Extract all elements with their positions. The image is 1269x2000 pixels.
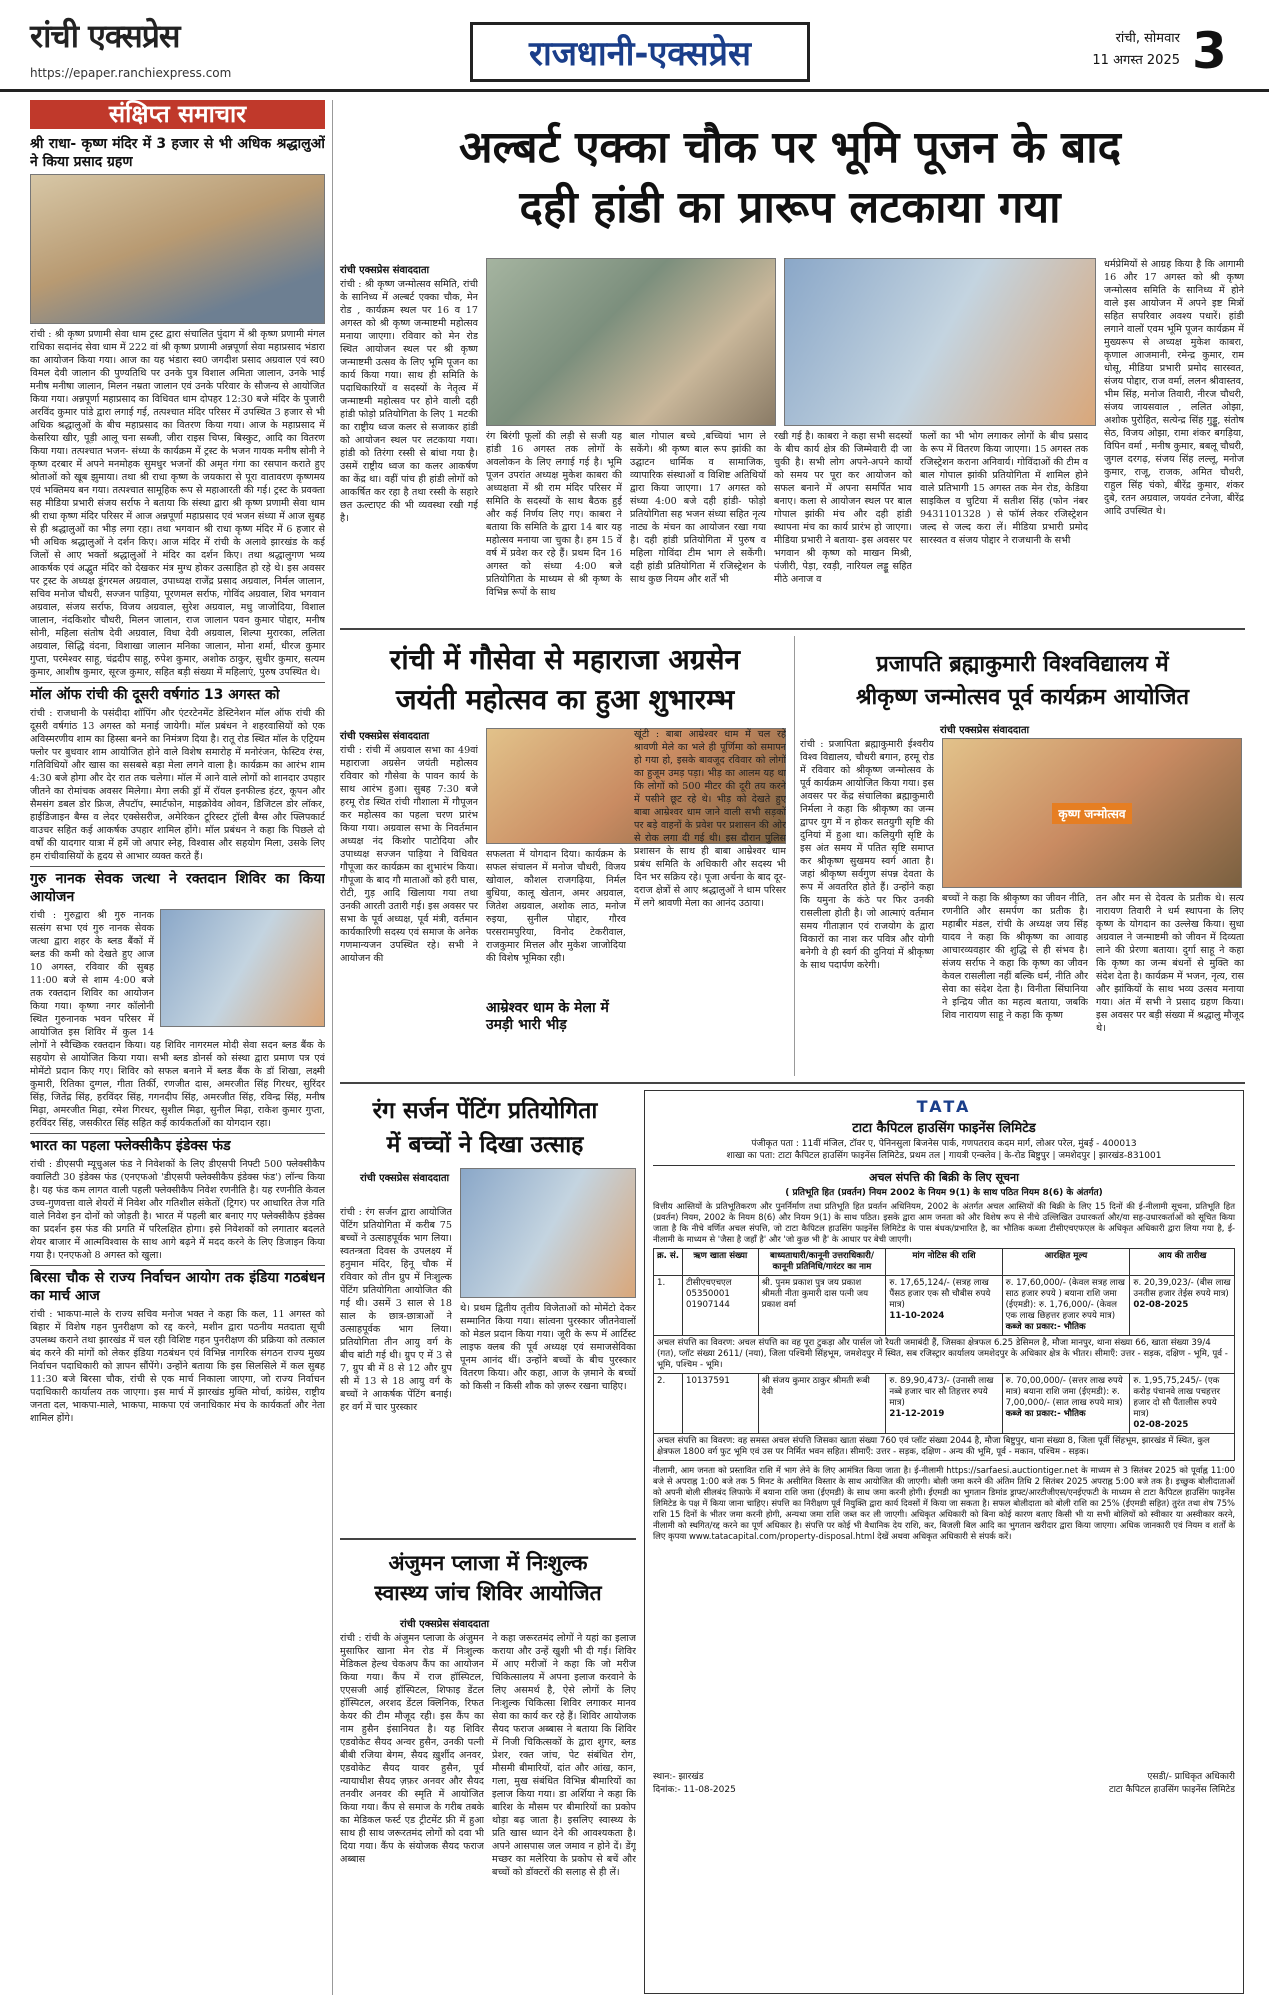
byline: रांची एक्सप्रेस संवाददाता xyxy=(340,265,430,276)
table-row xyxy=(654,1276,1235,1336)
table-row xyxy=(654,1374,1235,1434)
agrasen-headline xyxy=(340,640,790,720)
row-demand xyxy=(886,1276,1002,1336)
tata-logo: TATA xyxy=(916,1097,972,1116)
lead-col-2: रंग बिरंगी फूलों की लड़ी से सजी यह हांडी 16 अगस्त तक लोगों के अवलोकन के लिए लगाई गई है। भूमि पूजन उपरांत अध्यक्ष मुकेश काबरा की अध्यक्षता में श्री राम मंदिर परिसर में समिति के सदस्यों के साथ बैठक हुई और कई निर्णय लिए गए। काबरा ने बताया कि समिति के द्वारा 14 बार यह महोत्सव मनाया जा चुका है। हम 15 वें वर्ष में प्रवेश कर रहे हैं। प्रथम दिन 16 अगस्त को संध्या 4:00 बजे प्रतियोगिता के माध्यम से श्री कृष्ण के विभिन्न रूपों के साथ xyxy=(486,431,622,598)
outstanding-date: 02-08-2025 xyxy=(1133,1420,1189,1430)
notice-terms: नीलामी, आम जनता को प्रस्तावित राशि में भाग लेने के लिए आमंत्रित किया जाता है। ई-नीलामी https://sarfaesi.auctiontiger.net के माध्यम से 3 सितंबर 2025 को पूर्वाह्न 11:00 बजे से अपराह्न 1:00 बजे तक 5 मिनट के असीमित विस्तार के साथ आयोजित की जाएगी। बोली जमा करने की अंतिम तिथि 2 सितंबर 2025 अपराह्न 5:00 बजे तक है। इच्छुक बोलीदाताओं को अपनी बोली सीलबंद लिफाफे में बयाना राशि जमा (ईएमडी) के साथ जमा करनी होगी। ईएमडी का भुगतान डिमांड ड्राफ्ट/आरटीजीएस/एनईएफटी के माध्यम से टाटा कैपिटल हाउसिंग फाइनेंस लिमिटेड के पक्ष में किया जाना चाहिए। संपत्ति का निरीक्षण पूर्व नियुक्ति द्वारा कार्य दिवसों में किया जा सकता है। सफल बोलीदाता को बोली राशि का 25% (ईएमडी सहित) तुरंत तथा शेष 75% राशि 15 दिनों के भीतर जमा करनी होगी, अन्यथा जमा राशि जब्त कर ली जाएगी। अधिकृत अधिकारी को बिना कोई कारण बताए किसी भी या सभी बोलियों को स्वीकार या अस्वीकार करने, नीलामी को स्थगित/रद्द करने का पूर्ण अधिकार है। संपत्ति पर कोई भी वैधानिक देय राशि, कर, बिजली बिल आदि का भुगतान खरीदार द्वारा किया जाएगा। अधिक जानकारी एवं नियम व शर्तों के लिए कृपया www.tatacapital.com/property-disposal.html देखें अथवा अधिकृत अधिकारी से संपर्क करें। xyxy=(653,1465,1235,1541)
column-divider xyxy=(332,100,333,1995)
table-header: बाध्यताधारी/कानूनी उत्तराधिकारी/कानूनी प्रतिनिधि/गारंटर का नाम xyxy=(758,1249,886,1276)
demand-date: 21-12-2019 xyxy=(889,1409,945,1419)
brahma-headline xyxy=(800,648,1245,714)
rang-col-2: थे। प्रथम द्वितीय तृतीय विजेताओं को मोमेंटो देकर सम्मानित किया गया। सांत्वना पुरस्कार जीतनेवालों को मेडल प्रदान किया गया। जूरी के रूप में आर्टिस्ट लाइफ क्लब की पूर्व अध्यक्ष एवं समाजसेविका पूनम आनंद थीं। उन्होंने बच्चों के बीच पुरस्कार वितरण किया। और कहा, आज के ज़माने के बच्चों को किसी न किसी शौक को ज़रूर रखना चाहिए। xyxy=(460,1303,636,1392)
photo-bhoomi-pujan xyxy=(486,258,776,426)
row-borrower: श्री संजय कुमार ठाकुर श्रीमती रूबी देवी xyxy=(758,1374,886,1434)
table-header: आय की तारीख xyxy=(1130,1249,1235,1276)
row-reserve xyxy=(1002,1276,1130,1336)
notice-signature xyxy=(1109,1769,1235,1795)
article-body: रांची : भाकपा-माले के राज्य सचिव मनोज भक्त ने कहा कि कल, 11 अगस्त को बिहार में विशेष गहन पुनरीक्षण को रद्द करने, मशीन द्वारा पठनीय मतदाता सूची उपलब्ध कराने तथा झारखंड में चल रही विशिष्ट गहन पुनरीक्षण की प्रक्रिया को तत्काल बंद करने की मांगों को लेकर इंडिया गठबंधन एवं विभिन्न नागरिक संगठन राज्य मुख्य निर्वाचन पदाधिकारी को ज्ञापन सौंपेंगे। उन्होंने बताया कि इस सिलसिले में कल सुबह 11:30 बजे बिरसा चौक, रांची से एक मार्च निकाला जाएगा, जो राज्य निर्वाचन पदाधिकारी कार्यालय तक जाएगा। इस मार्च में झारखंड मुक्ति मोर्चा, कांग्रेस, राष्ट्रीय जनता दल, भाकपा-माले, भाकपा, माकपा एवं जनाधिकार मंच के कार्यकर्ता और नेता शामिल होंगे। xyxy=(30,1309,325,1424)
anjuman-headline-line1: अंजुमन प्लाजा में निःशुल्क xyxy=(388,1551,588,1575)
lead-headline-line2: दही हांडी का प्रारूप लटकाया गया xyxy=(519,182,1061,233)
row-reserve xyxy=(1002,1374,1130,1434)
rang-headline-line2: में बच्चों ने दिखा उत्साह xyxy=(386,1132,584,1158)
row-account: टीसीएचएचएल 05350001 01907144 xyxy=(683,1276,759,1336)
amreshwar-body: खूंटी : बाबा आम्रेश्वर धाम में चल रहे श्रावणी मेले का भले ही पूर्णिमा को समापन हो गया हो, इसके बावजूद रविवार को लोगों का हुजूम उमड़ पड़ा। भीड़ का आलम यह था कि लोगों को 500 मीटर की दूरी तय करने में पसीने छूट रहे थे। भीड़ को देखते हुए बाबा आम्रेश्वर धाम जाने वाली सभी सड़कों पर बड़े वाहनों के प्रवेश पर प्रशासन की ओर से रोक लगा दी गई थी। इस दौरान पुलिस प्रशासन के साथ ही बाबा आम्रेश्वर धाम प्रबंध समिति के अधिकारी और सदस्य भी दिन भर सक्रिय रहे। पूजा अर्चना के बाद दूर-दराज क्षेत्रों से आए श्रद्धालुओं ने धाम परिसर में लगे श्रावणी मेला का आनंद उठाया। xyxy=(634,729,786,909)
notice-subtitle: ( प्रतिभूति हित (प्रवर्तन) नियम 2002 के नियम 9(1) के साथ पठित नियम 8(6) के अंतर्गत) xyxy=(785,1188,1103,1198)
brahma-col-2: बच्चों ने कहा कि श्रीकृष्ण का जीवन नीति, रणनीति और समर्पण का प्रतीक है। महाबीर मंडल, रांची के अध्यक्ष जय सिंह यादव ने कहा कि श्रीकृष्ण का आवाह आचारव्यवहार की शुद्धि से ही संभव है। संजय सर्राफ ने कहा कि कृष्ण का जीवन केवल रासलीला नहीं बल्कि धर्म, नीति और सेवा का संदेश देता है। विनीता सिंघानिया ने इन्द्रिय जीत का महत्व बताया, जबकि शिव नारायण साहू ने कहा कि कृष्ण xyxy=(942,893,1088,1021)
table-desc-row xyxy=(654,1434,1235,1461)
amreshwar-box xyxy=(634,728,786,1074)
photo-blood-donation xyxy=(160,909,325,1027)
rang-headline xyxy=(340,1094,630,1162)
notice-sign-company: टाटा कैपिटल हाउसिंग फाइनेंस लिमिटेड xyxy=(1109,1785,1235,1795)
amreshwar-headline: आम्रेश्वर धाम के मेला में उमड़ी भारी भीड़ xyxy=(486,1000,634,1034)
demand-amount: रु. 17,65,124/- (सत्रह लाख पैंसठ हजार एक सौ चौबीस रुपये मात्र) xyxy=(889,1278,991,1310)
table-header: ऋण खाता संख्या xyxy=(683,1249,759,1276)
brahma-col-1: रांची : प्रजापिता ब्रह्माकुमारी ईश्वरीय विश्व विद्यालय, चौधरी बगान, हरमू रोड में रविवार को श्रीकृष्ण जन्मोत्सव के पूर्व कार्यक्रम आयोजित किया गया। इस अवसर पर केंद्र संचालिका ब्रह्माकुमारी निर्मला ने कहा कि श्रीकृष्ण का जन्म द्वापर युग में न होकर सतयुगी सृष्टि की दुनियां में हुआ था। कलियुगी सृष्टि के इस अंत समय में पतित सृष्टि समाप्त कर श्रीकृष्ण सुखमय स्वर्ग आता है। जहां श्रीकृष्ण सर्वगुण संपन्न देवता के रूप में अवतरित होते हैं। उन्होंने कहा कि यमुना के कंठे पर फिर उनकी रासलीला होती है। जो आत्माएं वर्तमान समय गीताज्ञान एवं राजयोग के द्वारा विकारों का नाश कर पवित्र और योगी बनेगी वे ही स्वर्ग की दुनियां में श्रीकृष्ण के साथ पदार्पण करेगी। xyxy=(800,739,934,971)
outstanding-amount: रु. 1,95,75,245/- (एक करोड़ पंचानवे लाख पचहत्तर हजार दो सौ पैंतालीस रुपये मात्र) xyxy=(1133,1376,1221,1419)
rang-col-1: रांची : रंग सर्जन द्वारा आयोजित पेंटिंग प्रतियोगिता में करीब 75 बच्चों ने उत्साहपूर्वक भाग लिया। स्वतन्त्रता दिवस के उपलक्ष्य में हनुमान मंदिर, हिनू चौक में रविवार को तीन ग्रुप में निःशुल्क पेंटिंग प्रतियोगिता आयोजित की गई थी। उसमें 3 साल से 18 साल के छात्र-छात्राओं ने उत्साहपूर्वक भाग लिया। प्रतियोगिता तीन आयु वर्ग के बीच बांटी गई थी। ग्रुप ए में 3 से 7, ग्रुप बी में 8 से 12 और ग्रुप सी में 13 से 18 आयु वर्ग के बच्चों ने आकर्षक पेंटिंग बनाई। हर वर्ग में चार पुरस्कार xyxy=(340,1207,452,1413)
agrasen-col-2: सफलता में योगदान दिया। कार्यक्रम के सफल संचालन में मनोज चौधरी, विजय खोवाल, कौशल राजगढ़िया, निर्मल बुधिया, कालू खेतान, अमर अग्रवाल, जितेश अग्रवाल, अशोक लाठ, मनोज रुइया, सुनील पोद्दार, गौरव परसरामपुरिया, विनोद टेकरीवाल, राजकुमार मित्तल और मुकेश जाजोदिया की विशेष भूमिका रही। xyxy=(486,849,626,964)
property-description: अचल संपत्ति का विवरण: अचल संपत्ति का वह पूरा टुकड़ा और पार्सल जो रैयती जमाबंदी हैं, जिसका क्षेत्रफल 6.25 डेसिमल है, मौजा मानपुर, थाना संख्या 66, खाता संख्या 39/4 (गत), प्लॉट संख्या 2611/ (नया), जिला पश्चिमी सिंहभूम, जमशेदपुर में स्थित, सब रजिस्ट्रार कार्यालय जमशेदपुर के अधिकार क्षेत्र के भीतर। सीमाएँ: उत्तर - सड़क, दक्षिण - भूमि, पूर्व - भूमि, पश्चिम - भूमि। xyxy=(654,1336,1235,1374)
possession-type: कब्जे का प्रकार:- भौतिक xyxy=(1005,1322,1086,1332)
section-title: राजधानी-एक्सप्रेस xyxy=(470,22,810,82)
newspaper-logo: रांची एक्सप्रेस xyxy=(30,17,180,55)
brahma-col-3: तन और मन से देवत्व के प्रतीक थे। सत्य नारायण तिवारी ने धर्म स्थापना के लिए कृष्ण के योगदान का उल्लेख किया। सुधा अग्रवाल ने जन्माष्टमी को जीवन में दिव्यता लाने की प्रेरणा बताया। दुर्गा साहू ने कहा कि कृष्ण का जन्म बंधनों से मुक्ति का संदेश देता है। कार्यक्रम में भजन, नृत्य, रास और झांकियों के साथ भव्य उत्सव मनाया गया। अंत में सभी ने प्रसाद ग्रहण किया। इस अवसर पर बड़ी संख्या में श्रद्धालु मौजूद थे। xyxy=(1096,893,1244,1034)
anjuman-headline xyxy=(340,1548,636,1608)
notice-footer xyxy=(653,1769,1235,1795)
notice-table xyxy=(653,1248,1235,1461)
row-demand xyxy=(886,1374,1002,1434)
tata-auction-notice xyxy=(644,1090,1244,1994)
table-header: मांग नोटिस की राशि xyxy=(886,1249,1002,1276)
lead-col-1: रांची : श्री कृष्ण जन्मोत्सव समिति, रांची के सानिध्य में अल्बर्ट एक्का चौक, मेन रोड , कार्यक्रम स्थल पर 16 व 17 अगस्त को श्री कृष्ण जन्माष्टमी महोत्सव मनाया जाएगा। रविवार को मेन रोड स्थित आयोजन स्थल पर श्री कृष्ण जन्माष्टमी उत्सव के लिए भूमि पूजन का कार्य किया गया। साथ ही समिति के पदाधिकारियों व सदस्यों के नेतृत्व में जन्माष्टमी महोत्सव पर होने वाली दही हांडी फोड़ो प्रतियोगिता के लिए 1 मटकी का राष्ट्रीय ध्वज कलर से सजाकर हांडी को आयोजन स्थल पर लटकाया गया। हांडी को तिरंगा रस्सी से बांधा गया है। उसमें राष्ट्रीय ध्वज का कलर आकर्षण का केंद्र था। वहीं पांच ही हांडी लोगों को आकर्षित कर रहा है तथा रस्सी के सहारे छत ऊल्टाएट की भी व्यवस्था रखी गई है। xyxy=(340,279,478,524)
agrasen-headline-line1: रांची में गौसेवा से महाराजा अग्रसेन xyxy=(389,643,741,676)
table-header-row xyxy=(654,1249,1235,1276)
section-rule xyxy=(340,628,1245,630)
notice-branch: शाखा का पता: टाटा कैपिटल हाउसिंग फाइनेंस लिमिटेड, प्रथम तल | गायत्री एन्क्लेव | के-रोड बिष्टुपुर | जमशेदपुर | झारखंड-831001 xyxy=(653,1150,1235,1166)
row-sn: 2. xyxy=(654,1374,683,1434)
brahma-headline-line1: प्रजापति ब्रह्माकुमारी विश्वविद्यालय में xyxy=(876,652,1169,677)
agrasen-headline-line2: जयंती महोत्सव का हुआ शुभारम्भ xyxy=(395,683,735,716)
photo-temple xyxy=(30,174,325,324)
lead-headline xyxy=(340,118,1240,238)
article-body: रांची : श्री कृष्ण प्रणामी सेवा धाम ट्रस्ट द्वारा संचालित पुंदाग में श्री कृष्ण प्रणामी मंगल राधिका सदानंद सेवा धाम में 222 वां श्री कृष्ण प्रणामी अन्नपूर्णा सेवा महाप्रसाद भंडारा का आयोजन किया गया। आज का यह भंडारा स्व0 जगदीश प्रसाद अग्रवाल एवं स्व0 विमल देवी जालान की पुण्यतिथि पर उनके पुत्र विशाल अमिता जालान, उनके भाई मनीष मनीषा जालान, मिलन नम्रता जालान एवं उनके परिवार के सौजन्य से आयोजित किया गया। अन्नपूर्णा महाप्रसाद का विधिवत धाम दोपहर 12:30 बजे मंदिर के पुजारी अरविंद कुमार पांडे द्वारा लगाई गई, तत्पश्चात मंदिर परिसर में उपस्थित 3 हजार से भी अधिक श्रद्धालुओं के बीच महाप्रसाद का वितरण किया गया। आज के महाप्रसाद में केसरिया खीर, पूड़ी आलू चना सब्जी, जीरा राइस चिप्स, बिस्कुट, आदि का वितरण किया गया। तत्पश्चात भजन- संध्या के कार्यक्रम में ट्रस्ट के भजन गायक मनीष सोनी ने कृष्ण दरबार में अपने मनमोहक सुमधुर भजनों की अमृत गंगा का रसपान कराते हुए श्रोताओं को खूब झुमाया। तथा श्री राधा कृष्ण के जयकारा से पूरा वातावरण कृष्णमय एवं भक्तिमय बन गया। तत्पश्चात सामूहिक रूप से महाआरती की गई। ट्रस्ट के प्रवक्ता सह मीडिया प्रभारी संजय सर्राफ ने बताया कि संस्था द्वारा श्री कृष्ण प्रणामी सेवा धाम श्री राधा कृष्ण मंदिर परिसर में आज अन्नपूर्णा महाप्रसाद एवं भजन संध्या में आज सुबह से ही श्रद्धालुओं का भीड़ लगा रहा। तथा भगवान श्री राधा कृष्ण मंदिर में 6 हजार से भी अधिक श्रद्धालुओं ने दर्शन किए। आज मंदिर में रांची के अलावे झारखंड के कई जिलों से आए भक्तों श्रद्धालुओं ने मंदिर का दर्शन किए। तथा श्रद्धालुगण भव्य आकर्षक एवं अद्भुत मंदिर को देखकर मंत्र मुग्ध होकर उत्साहित हो रहे थे। इस अवसर पर ट्रस्ट के अध्यक्ष डूंगरमल अग्रवाल, उपाध्यक्ष राजेंद्र प्रसाद अग्रवाल, निर्मल जालान, सचिव मनोज चौधरी, सज्जन पाड़िया, पूरणमल सर्राफ, गोविंद अग्रवाल, शिव भगवान अग्रवाल, संजय सर्राफ, विजय अग्रवाल, सुरेश अग्रवाल, मधु जाजोदिया, विशाल जालान, नंदकिशोर चौधरी, मिलन जालान, राज जालान पवन कुमार पोद्दार, मनीष सोनी, महिला संतोष देवी अग्रवाल, विधा देवी अग्रवाल, शिल्पा मुरारका, ललिता अग्रवाल, सिद्धि वंदना, विशाखा जालान मनिका जालान, मोना शर्मा, धीरज कुमार गुप्ता, परमेश्वर साहू, चंद्रदीप साहू, रुपेश कुमार, अशोक ठाकुर, सुधीर कुमार, सत्यम कुमार, आशीष कुमार, सूरज कुमार, सहित बड़ी संख्या में महिलाएं, पुरुष उपस्थित थे। xyxy=(30,329,325,678)
row-outstanding xyxy=(1130,1374,1235,1434)
date-text: 11 अगस्त 2025 xyxy=(1092,53,1180,68)
reserve-price: रु. 17,60,000/- (केवल सत्रह लाख साठ हजार रुपये ) बयाना राशि जमा (ईएमडी): रु. 1,76,000/- (केवल एक लाख छिहत्तर हजार रुपये मात्र) xyxy=(1005,1278,1125,1321)
anjuman-headline-line2: स्वास्थ्य जांच शिविर आयोजित xyxy=(374,1581,602,1605)
table-header: आरक्षित मूल्य xyxy=(1002,1249,1130,1276)
section-rule xyxy=(340,1082,1245,1084)
article-headline: गुरु नानक सेवक जत्था ने रक्तदान शिविर का किया आयोजन xyxy=(30,866,325,906)
masthead xyxy=(0,0,1269,92)
article-headline: श्री राधा- कृष्ण मंदिर में 3 हजार से भी अधिक श्रद्धालुओं ने किया प्रसाद ग्रहण xyxy=(30,136,325,170)
lead-col-5: फलों का भी भोग लगाकर लोगों के बीच प्रसाद के रूप में वितरण किया जाएगा। 15 अगस्त तक रजिस्ट्रेशन कराना अनिवार्य। गोविंदाओं की टीम व बाल गोपाल झांकी प्रतियोगिता में शामिल होने वाले प्रतिभागी 15 अगस्त तक मेन रोड, केडिया साइकिल व चुटिया में सतीश सिंह (फोन नंबर 9431101328 ) से फॉर्म लेकर रजिस्ट्रेशन जल्द से जल्द करा लें। मीडिया प्रभारी प्रमोद सारस्वत व संजय पोद्दार ने राजधानी के सभी xyxy=(920,431,1088,546)
notice-place-date xyxy=(653,1769,736,1795)
photo-janmotsav xyxy=(942,738,1242,888)
byline: रांची एक्सप्रेस संवाददाता xyxy=(360,1173,450,1184)
article-headline: मॉल ऑफ रांची की दूसरी वर्षगांठ 13 अगस्त को xyxy=(30,682,325,704)
anjuman-col-2: ने कहा जरूरतमंद लोगों ने यहां का इलाज कराया और उन्हें खुशी भी दी गई। शिविर में आए मरीजों ने कहा कि जो मरीज चिकित्सालय में अपना इलाज करवाने के लिए असमर्थ है, ऐसे लोगों के लिए निःशुल्क चिकित्सा शिविर लगाकर मानव सेवा का कार्य कर रहे हैं। शिविर आयोजक सैयद फराज अब्बास ने बताया कि शिविर में निजी चिकित्सकों के द्वारा शुगर, ब्लड प्रेशर, रक्त जांच, पेट संबंधित रोग, मौसमी बीमारियों, दांत और आंख, कान, गला, मुख संबंधित विभिन्न बीमारियों का इलाज किया गया। डा अर्शिया ने कहा कि बारिश के मौसम पर बीमारियों का प्रकोप थोड़ा बढ़ जाता है। इसलिए स्वास्थ्य के प्रति खास ध्यान देने की आवश्यकता है। अपने आसपास जल जमाव न होने दें। डेंगू मच्छर का मलेरिया के प्रकोप से बचें और बच्चों को डॉक्टरों की सलाह से ही लें। xyxy=(492,1633,636,1878)
photo-dahi-handi xyxy=(784,258,1096,426)
notice-date: दिनांक:- 11-08-2025 xyxy=(653,1785,736,1795)
row-account: 10137591 xyxy=(683,1374,759,1434)
lead-col-6: धर्मप्रेमियों से आग्रह किया है कि आगामी 16 और 17 अगस्त को श्री कृष्ण जन्मोत्सव समिति के सानिध्य में होने वाले इस आयोजन में अपने इष्ट मित्रों सहित सपरिवार अवश्य पधारें। हांडी लगाने वालों एवम भूमि पूजन कार्यक्रम में मुख्यरूप से अध्यक्ष मुकेश काबरा, कृणाल आजमानी, रमेन्द्र कुमार, राम धोसू, मीडिया प्रभारी प्रमोद सारस्वत, संजय पोद्दार, राज वर्मा, ललन श्रीवास्तव, भीम सिंह, मनोज तिवारी, नीरज चौधरी, संजय जायसवाल , ललित ओझा, अशोक पुरोहित, सत्येन्द्र सिंह गुड्डू, संतोष सेठ, विजय ओझा, रामा शंकर बगड़िया, विपिन वर्मा , मनीष कुमार, बबलू चौधरी, जुगल दरगढ़, संजय सिंह लल्लू, मनोज कुमार, राजू, राजक, अमित चौधरी, राहुल सिंह चंको, बीरेंद्र कुमार, शंकर दुबे, रतन अग्रवाल, जयवंत टनेजा, बीरेंद्र आदि उपस्थित थे। xyxy=(1104,259,1244,517)
notice-reg-office: पंजीकृत पता : 11वीं मंजिल, टॉवर ए, पेनिनसुला बिजनेस पार्क, गणपतराव कदम मार्ग, लोअर परेल, मुंबई - 400013 xyxy=(751,1139,1137,1149)
table-desc-row xyxy=(654,1336,1235,1374)
page-number: 3 xyxy=(1192,22,1227,80)
issue-date xyxy=(1040,28,1180,72)
byline: रांची एक्सप्रेस संवाददाता xyxy=(940,725,1030,736)
row-borrower: श्री. पुनम प्रकाश पुत्र जय प्रकाश श्रीमती नीता कुमारी दास पत्नी जय प्रकाश वर्मा xyxy=(758,1276,886,1336)
article-body: रांची : गुरुद्वारा श्री गुरु नानक सत्संग सभा एवं गुरु नानक सेवक जत्था द्वारा शहर के ब्लड बैंकों में ब्लड की कमी को देखते हुए आज 10 अगस्त, रविवार की सुबह 11:00 बजे से शाम 4:00 बजे तक रक्तदान शिविर का आयोजन किया गया। कृष्णा नगर कॉलोनी स्थित गुरुनानक भवन परिसर में आयोजित इस शिविर में कुल 14 लोगों ने स्वैच्छिक रक्तदान किया। यह शिविर नागरमल मोदी सेवा सदन ब्लड बैंक के सहयोग से आयोजित किया गया। सभी ब्लड डोनर्स को संस्था द्वारा प्रमाण पत्र एवं मोमेंटो प्रदान किए गए। शिविर को सफल बनाने में ब्लड बैंक के डॉ शिखा, लक्ष्मी कुमारी, रितिका दुग्गल, गीता तिर्की, रणजीत दास, अमरजीत सिंह गिरधर, सुरिंदर सिंह, जितेंद्र सिंह, हरविंदर सिंह, गगनदीप सिंह, अमरजीत सिंह, रविन्द्र सिंह, मनीष मिढ़ा, अमरजीत मिढ़ा, रमेश गिरधर, सुशील मिढ़ा, सुनील मिढ़ा, राकेश कुमार गुप्ता, हरविंदर सिंह, जसकीरत सिंह सहित कई कार्यकर्ताओं का योगदान रहा। xyxy=(30,910,325,1129)
byline: रांची एक्सप्रेस संवाददाता xyxy=(400,1619,490,1630)
outstanding-date: 02-08-2025 xyxy=(1133,1300,1189,1310)
lead-headline-line1: अल्बर्ट एक्का चौक पर भूमि पूजन के बाद xyxy=(459,122,1121,173)
epaper-url[interactable]: https://epaper.ranchiexpress.com xyxy=(30,66,232,80)
property-description: अचल संपत्ति का विवरण: वह समस्त अचल संपत्ति जिसका खाता संख्या 760 एवं प्लॉट संख्या 2044 है, मौजा बिष्टुपुर, थाना संख्या 8, जिला पूर्वी सिंहभूम, झारखंड में स्थित, कुल क्षेत्रफल 1800 वर्ग फुट भूमि एवं उस पर निर्मित भवन सहित। सीमाएँ: उत्तर - सड़क, दक्षिण - अन्य की भूमि, पूर्व - मकान, पश्चिम - सड़क। xyxy=(654,1434,1235,1461)
notice-sign: एसडी/- प्राधिकृत अधिकारी xyxy=(1147,1772,1235,1782)
article-body: रांची : डीएसपी म्यूचुअल फंड ने निवेशकों के लिए डीएसपी निफ्टी 500 फ्लेक्सीकैप क्वालिटी 30 इंडेक्स फंड (एनएफओ 'डीएसपी फ्लेक्सीकैप इंडेक्स फंड') लॉन्च किया है। यह फंड कम लागत वाली पहली फ्लेक्सीकैप निवेश रणनीति है। यह रणनीति केवल उच्च-गुणवत्ता वाले शेयरों में निवेश और गतिशील संकेतों (ट्रिगर) पर आधारित तेज गति वाले निवेश इन दोनों को जोड़ती है। भारत में पहली बार बनाए गए फ्लेक्सीकैप इंडेक्स का प्रदर्शन इस फंड की प्रगति में परिलक्षित होगा। इसे निवेशकों को लगातार बदलते शेयर बाजार में आत्मविश्वास के साथ आगे बढ़ने में मदद करने के लिए डिजाइन किया गया है। एनएफओ 8 अगस्त को खुला। xyxy=(30,1159,325,1261)
lead-col-3: बाल गोपाल बच्चे ,बच्चियां भाग ले सकेंगे। श्री कृष्ण बाल रूप झांकी का उद्घाटन धार्मिक व सामाजिक, व्यापारिक संस्थाओं व विशिष्ट अतिथियों द्वारा किया जाएगा। 17 अगस्त को संध्या 4:00 बजे दही हांडी- फोड़ो प्रतियोगिता सह भजन संध्या सहित नृत्य नाट्य के मंचन का आयोजन रखा गया है। दही हांडी प्रतियोगिता में पुरुष व महिला गोविंदा टीम भाग ले सकेंगी। दही हांडी प्रतियोगिता में रजिस्ट्रेशन के साथ कुछ नियम और शर्तें भी xyxy=(630,431,766,585)
article-body: रांची : राजधानी के पसंदीदा शॉपिंग और एंटरटेनमेंट डेस्टिनेशन मॉल ऑफ रांची की दूसरी वर्षगांठ 13 अगस्त को मनाई जायेगी। मॉल प्रबंधन ने शहरवासियों को एक अविस्मरणीय शाम का हिस्सा बनने का निमंत्रण दिया है। रातू रोड स्थित मॉल के एट्रियम फ्लोर पर बुधवार शाम आयोजित होने वाले विशेष समारोह में मनोरंजन, फेस्टिव रंग्स, गतिविधियों और खास का ससबसे बड़ा मेला लगने वाला है। कार्यक्रम का आरंभ शाम 4:30 बजे होगा और देर रात तक चलेगा। मॉल में आने वाले लोगों को शानदार उपहार जीतने का रोमांचक अवसर मिलेगा। मेगा लकी ड्रॉ में रॉयल इनफील्ड हंटर, कूपन और सैमसंग डबल डोर फ्रिज, लैपटॉप, स्मार्टफोन, माइक्रोवेव ओवन, डिजिटल डोर लॉकर, हाईडिजाइन बैग्स व लेदर एक्सेसरीज, अमेरिकन टूरिस्टर ट्रॉली बैग्स और फ्लिपकार्ट वाउचर सहित कई आकर्षक उपहार शामिल होंगे। मॉल प्रबंधन ने कहा कि पिछले दो वर्षों की यादगार यात्रा में हमें जो अपार स्नेह, विश्वास और सहयोग मिला, उसके लिए हम रांचीवासियों के हृदय से आभार व्यक्त करते हैं। xyxy=(30,708,325,862)
photo-painting-kids xyxy=(460,1168,636,1298)
brief-news-title: संक्षिप्त समाचार xyxy=(30,100,325,129)
section-rule xyxy=(340,1538,636,1540)
row-sn: 1. xyxy=(654,1276,683,1336)
notice-title: अचल संपत्ति की बिक्री के लिए सूचना xyxy=(869,1171,1019,1184)
demand-amount: रु. 89,90,473/- (उनासी लाख नब्बे हजार चार सौ तिहत्तर रुपये मात्र) xyxy=(889,1376,994,1408)
article-headline: भारत का पहला फ्लेक्सीकैप इंडेक्स फंड xyxy=(30,1133,325,1155)
agrasen-col-1: रांची : रांची में अग्रवाल सभा का 49वां महाराजा अग्रसेन जयंती महोत्सव रविवार को गौसेवा के पावन कार्य के साथ आरंभ हुआ। सुबह 7:30 बजे हरमू रोड स्थित रांची गौशाला में गौपूजन कर महोत्सव का पहला चरण प्रारंभ किया गया। अग्रवाल सभा के निवर्तमान अध्यक्ष नंद किशोर पाटोदिया और उपाध्यक्ष सज्जन पाड़िया ने विधिवत गौपूजा कर कार्यक्रम का शुभारंभ किया। गौपूजा के बाद गौ माताओं को हरी घास, रोटी, गुड़ आदि खिलाया गया तथा उनकी आरती उतारी गई। इस अवसर पर सभा के पूर्व अध्यक्ष, पूर्व मंत्री, वर्तमान कार्यकारिणी सदस्य एवं समाज के अनेक गणमान्यजन उपस्थित रहे। सभी ने आयोजन की xyxy=(340,745,478,964)
brahma-headline-line2: श्रीकृष्ण जन्मोत्सव पूर्व कार्यक्रम आयोजित xyxy=(855,685,1189,710)
anjuman-col-1: रांची : रांची के अंजुमन प्लाजा के अंजुमन मुसाफिर खाना मेन रोड में निःशुल्क मेडिकल हेल्थ चेकअप कैंप का आयोजन किया गया। कैंप में राज हॉस्पिटल, एएसजी आई हॉस्पिटल, शिफाइ डेंटल हॉस्पिटल, अरशद डेंटल क्लिनिक, रिफत केयर की टीम मौजूद रही। इस कैंप का नाम हुसैन इंसानियत है। यह शिविर एडवोकेट सैयद अन्वर हुसैन, उनकी पत्नी बीबी रजिया बेगम, सैयद ख़ुर्शीद अनवर, एडवोकेट सैयद यावर हुसैन, पूर्व न्यायाधीश सैयद ज़फ़र अनवर और सैयद तनवीर अनवर की स्मृति में आयोजित किया गया। कैंप से समाज के गरीब तबके का मेडिकल फर्स्ट एड ट्रीटमेंट फ्री में हुआ साथ ही साथ जरूरतमंद लोगों को दवा भी दिया गया। कैंप के संयोजक सैयद फराज अब्बास xyxy=(340,1633,484,1865)
notice-intro: वित्तीय आस्तियों के प्रतिभूतिकरण और पुनर्निर्माण तथा प्रतिभूति हित प्रवर्तन अधिनियम, 2002 के अंतर्गत अचल आस्तियों की बिक्री के लिए 15 दिनों की ई-नीलामी सूचना, प्रतिभूति हित (प्रवर्तन) नियम, 2002 के नियम 8(6) और नियम 9(1) के साथ पठित। इसके द्वारा आम जनता को और विशेष रूप से नीचे उल्लिखित उधारकर्ता और/या सह-उधारकर्ताओं को सूचित किया जाता है कि नीचे वर्णित अचल संपत्ति, जो टाटा कैपिटल हाउसिंग फाइनेंस लिमिटेड के पास बंधक/प्रभारित है, का भौतिक कब्जा टीसीएचएफएल के अधिकृत अधिकारी द्वारा लिया गया है, ई-नीलामी के माध्यम से 'जैसा है जहाँ है' और 'जो कुछ भी है' के आधार पर बेची जाएगी। xyxy=(653,1201,1235,1244)
brief-news-column xyxy=(30,100,325,1995)
reserve-price: रु. 70,00,000/- (सत्तर लाख रुपये मात्र) बयाना राशि जमा (ईएमडी): रु. 7,00,000/- (सात लाख रुपये मात्र) xyxy=(1005,1376,1123,1408)
notice-company: टाटा कैपिटल हाउसिंग फाइनेंस लिमिटेड xyxy=(852,1121,1036,1136)
lead-col-4: रखी गई है। काबरा ने कहा सभी सदस्यों के बीच कार्य क्षेत्र की जिम्मेवारी दी जा चुकी है। सभी लोग अपने-अपने कार्यों को समय पर पूरा कर आयोजन को सफल बनाने में अपना समर्पित भाव बनाए। कला से आयोजन स्थल पर बाल गोपाल झांकी मंच और दही हांडी स्थापना मंच का कार्य प्रारंभ हो जाएगा। मीडिया प्रभारी ने बताया- इस अवसर पर भगवान श्री कृष्ण को माखन मिश्री, पंजीरी, पेड़ा, रवड़ी, नारियल लड्डू सहित मीठे अनाज व xyxy=(774,431,912,585)
possession-type: कब्जे का प्रकार:- भौतिक xyxy=(1005,1409,1086,1419)
rang-headline-line1: रंग सर्जन पेंटिंग प्रतियोगिता xyxy=(372,1098,598,1124)
outstanding-amount: रु. 20,39,023/- (बीस लाख उनतीस हजार तेईस रुपये मात्र) xyxy=(1133,1278,1231,1299)
banner-text: कृष्ण जन्मोत्सव xyxy=(1052,803,1131,824)
column-divider xyxy=(794,636,795,1076)
article-headline: बिरसा चौक से राज्य निर्वाचन आयोग तक इंडिया गठबंधन का मार्च आज xyxy=(30,1265,325,1305)
notice-place: स्थान:- झारखंड xyxy=(653,1772,704,1782)
byline: रांची एक्सप्रेस संवाददाता xyxy=(340,731,430,742)
table-header: क्र. सं. xyxy=(654,1249,683,1276)
demand-date: 11-10-2024 xyxy=(889,1311,945,1321)
row-outstanding xyxy=(1130,1276,1235,1336)
city-day: रांची, सोमवार xyxy=(1115,31,1180,46)
